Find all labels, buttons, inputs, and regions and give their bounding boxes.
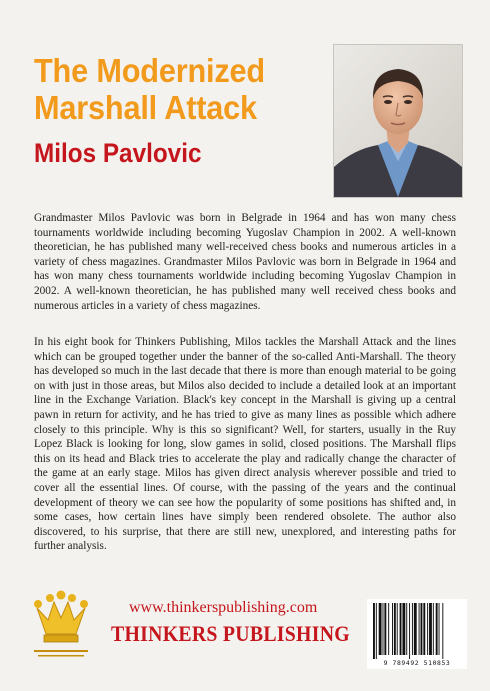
book-title-line-2: Marshall Attack	[34, 89, 257, 126]
book-description-paragraph: In his eight book for Thinkers Publishing, Milos tackles the Marshall Attack and the lines which can be grouped together under the banner of the so-called Anti-Marshall. The theory has developed so much in the last decade that there is more than enough material to be going on with just in those areas, but Milos also decided to include a detailed look at an important line in the Exchange Variation. Black's key concept in the Marshall is giving up a central pawn in return for activity, and he has tried to give as many lines as possible which adhere closely to this principle. Why is this so significant? Well, for starters, usually in the Ruy Lopez Black is looking for long, slow games in solid, closed positions. The Marshall flips this on its head and Black tries to accelerate the play and radically change the character of the game at an early stage. Milos has given direct analysis wherever possible and tried to cover all the essential lines. Of course, with the passing of the years and the continual development of theory we can see how the popularity of some positions has shifted and, in some cases, how certain lines have simply been rendered obsolete. The author also discovered, to his surprise, that there are still new, unexplored, and interesting paths for further analysis.	[34, 336, 456, 553]
publisher-website-link[interactable]: www.thinkerspublishing.com	[129, 599, 318, 616]
isbn-barcode-icon	[367, 599, 467, 669]
barcode-number: 9 789492 510853	[383, 659, 451, 667]
book-title	[34, 52, 265, 126]
book-title-line-1: The Modernized	[34, 52, 265, 89]
publisher-name: THINKERS PUBLISHING	[111, 621, 350, 646]
author-bio-paragraph: Grandmaster Milos Pavlovic was born in Belgrade in 1964 and has won many chess tournaments worldwide including becoming Yugoslav Champion in 2002. A well-known theoretician, he has published many well-received chess books and numerous articles in a variety of chess magazines. Grandmaster Milos Pavlovic was born in Belgrade in 1964 and has won many chess tournaments worldwide including becoming Yugoslav Champion in 2002. A well-known theoretician, he has published many well received chess books and numerous articles in a variety of chess magazines.	[34, 212, 456, 312]
crown-logo-icon	[32, 590, 90, 662]
author-portrait-icon	[333, 44, 463, 198]
author-name: Milos Pavlovic	[34, 138, 202, 168]
